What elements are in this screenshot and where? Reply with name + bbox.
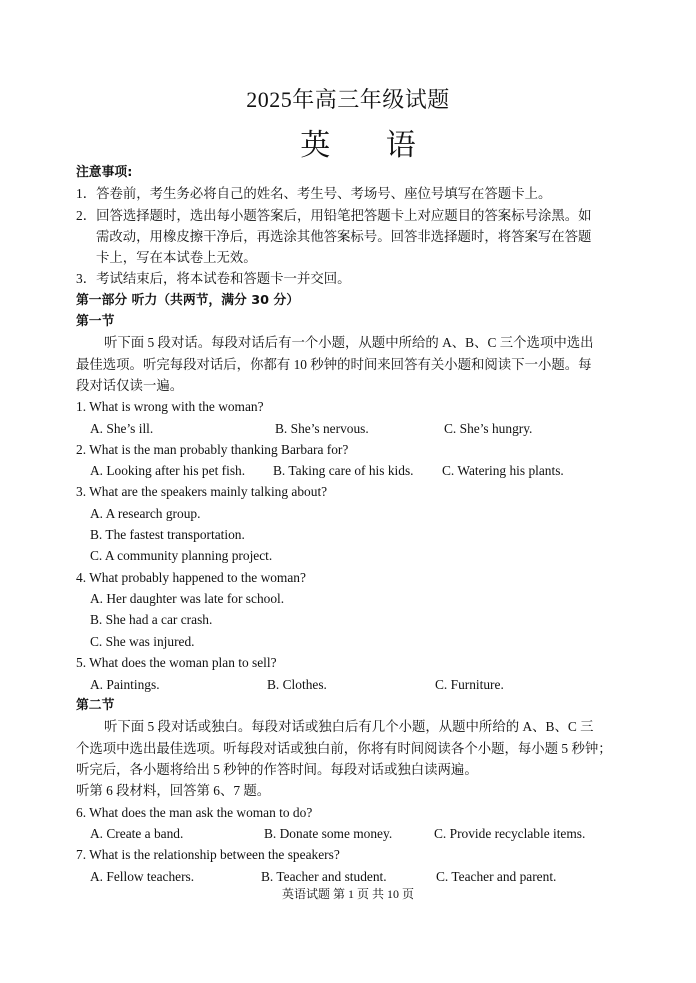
notice-item-2-cont2: 卡上，写在本试卷上无效。 — [96, 250, 257, 265]
notice-item-1: 1．答卷前，考生务必将自己的姓名、考生号、考场号、座位号填写在答题卡上。 — [76, 186, 552, 201]
section1-heading: 第一节 — [76, 314, 115, 329]
question-7-option-b: B. Teacher and student. — [261, 869, 387, 884]
question-5-option-c: C. Furniture. — [435, 677, 504, 692]
question-1-option-c: C. She’s hungry. — [444, 421, 533, 436]
question-3: 3. What are the speakers mainly talking about? — [76, 484, 328, 499]
notice-item-3: 3．考试结束后，将本试卷和答题卡一并交回。 — [76, 271, 351, 286]
question-1-option-a: A. She’s ill. — [90, 421, 154, 436]
question-5-option-b: B. Clothes. — [267, 677, 327, 692]
question-5: 5. What does the woman plan to sell? — [76, 655, 277, 670]
section2-intro-line2: 个选项中选出最佳选项。听每段对话或独白前，你将有时间阅读各个小题，每小题 5 秒钟； — [76, 741, 612, 756]
section1-intro-line3: 段对话仅读一遍。 — [76, 378, 184, 393]
question-7-option-c: C. Teacher and parent. — [436, 869, 557, 884]
question-1: 1. What is wrong with the woman? — [76, 399, 264, 414]
question-2-option-c: C. Watering his plants. — [442, 463, 564, 478]
section2-intro-line1: 听下面 5 段对话或独白。每段对话或独白后有几个小题，从题中所给的 A、B、C 三 — [104, 719, 594, 734]
question-6: 6. What does the man ask the woman to do? — [76, 805, 313, 820]
question-3-option-c: C. A community planning project. — [90, 548, 273, 563]
question-4-option-b: B. She had a car crash. — [90, 612, 213, 627]
notice-item-2-cont: 需改动，用橡皮擦干净后，再选涂其他答案标号。回答非选择题时，将答案写在答题 — [96, 229, 592, 244]
section1-intro-line2: 最佳选项。听完每段对话后，你都有 10 秒钟的时间来回答有关小题和阅读下一小题。每 — [76, 357, 592, 372]
question-6-option-a: A. Create a band. — [90, 826, 184, 841]
question-2-option-b: B. Taking care of his kids. — [273, 463, 414, 478]
question-5-option-a: A. Paintings. — [90, 677, 160, 692]
question-2-option-a: A. Looking after his pet fish. — [90, 463, 246, 478]
question-4-option-c: C. She was injured. — [90, 634, 195, 649]
notice-heading: 注意事项: — [76, 165, 133, 180]
question-3-option-a: A. A research group. — [90, 506, 201, 521]
question-3-option-b: B. The fastest transportation. — [90, 527, 245, 542]
section2-intro-line3: 听完后，各小题将给出 5 秒钟的作答时间。每段对话或独白读两遍。 — [76, 762, 478, 777]
question-2: 2. What is the man probably thanking Barbara for? — [76, 442, 349, 457]
question-7-option-a: A. Fellow teachers. — [90, 869, 195, 884]
notice-item-2: 2．回答选择题时，选出每小题答案后，用铅笔把答题卡上对应题目的答案标号涂黑。如 — [76, 208, 592, 223]
section1-intro-line1: 听下面 5 段对话。每段对话后有一个小题，从题中所给的 A、B、C 三个选项中选出 — [104, 335, 594, 350]
section2-heading: 第二节 — [76, 698, 115, 713]
exam-title: 2025年高三年级试题 — [246, 87, 450, 112]
question-6-option-c: C. Provide recyclable items. — [434, 826, 586, 841]
question-4: 4. What probably happened to the woman? — [76, 570, 306, 585]
subject-title: 英 语 — [300, 129, 440, 162]
part1-heading: 第一部分 听力（共两节，满分 30 分） — [76, 293, 300, 308]
question-7: 7. What is the relationship between the speakers? — [76, 847, 340, 862]
question-6-option-b: B. Donate some money. — [264, 826, 393, 841]
material-6-instruction: 听第 6 段材料，回答第 6、7 题。 — [76, 783, 271, 798]
question-4-option-a: A. Her daughter was late for school. — [90, 591, 285, 606]
page-footer: 英语试题 第 1 页 共 10 页 — [281, 887, 414, 901]
question-1-option-b: B. She’s nervous. — [275, 421, 369, 436]
